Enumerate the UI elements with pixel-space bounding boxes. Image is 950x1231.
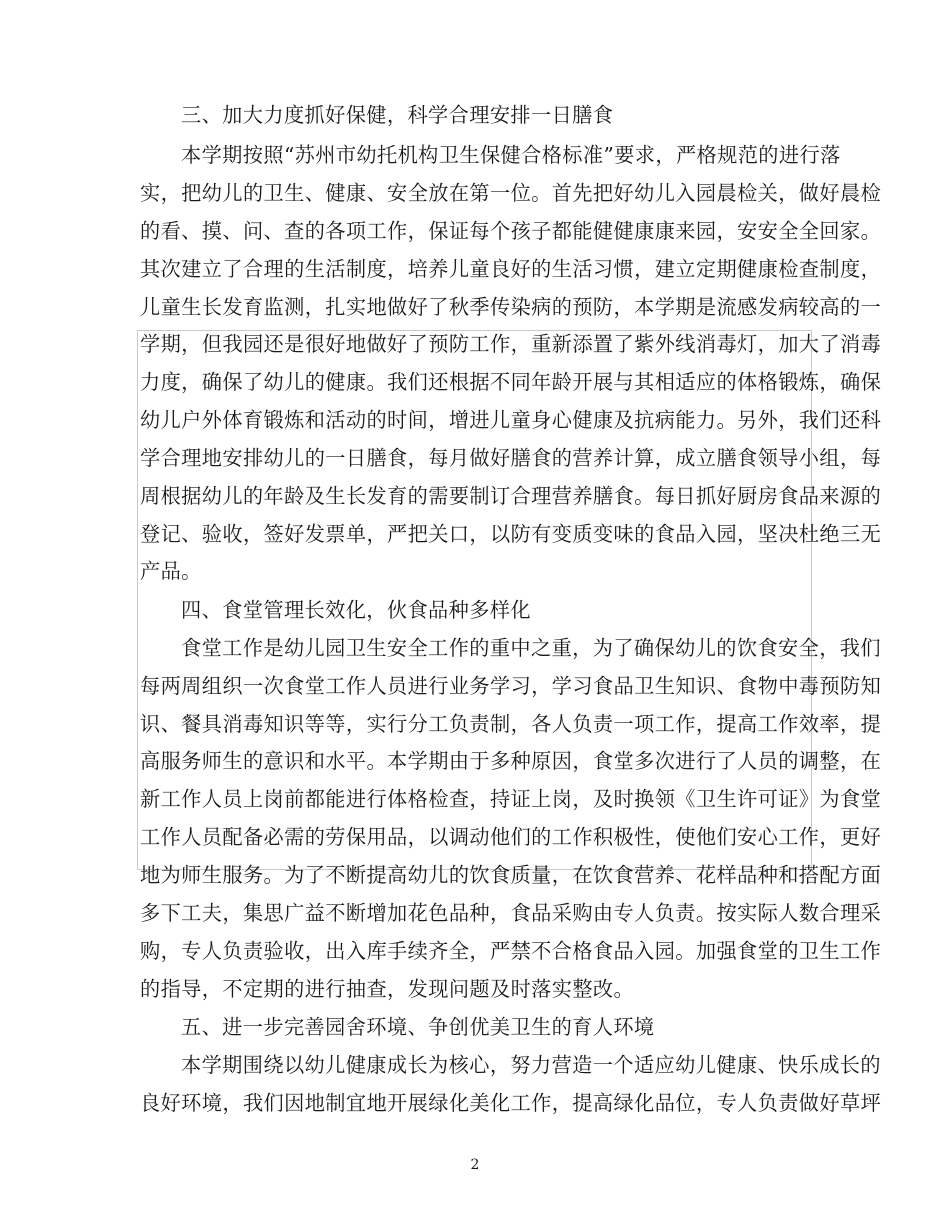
paragraph-line: 幼儿户外体育锻炼和活动的时间，增进儿童身心健康及抗病能力。另外，我们还科 (140, 408, 882, 432)
paragraph-line: 其次建立了合理的生活制度，培养儿童良好的生活习惯，建立定期健康检查制度， (140, 257, 882, 281)
paragraph-line: 每两周组织一次食堂工作人员进行业务学习，学习食品卫生知识、食物中毒预防知 (140, 674, 882, 698)
heading-section-5: 五、进一步完善园舍环境、争创优美卫生的育人环境 (181, 1015, 655, 1039)
paragraph-line: 的看、摸、问、查的各项工作，保证每个孩子都能健健康康来园，安安全全回家。 (140, 219, 882, 243)
paragraph-line: 本学期按照“苏州市幼托机构卫生保健合格标准”要求，严格规范的进行落 (181, 143, 841, 167)
paragraph-line: 识、餐具消毒知识等等，实行分工负责制，各人负责一项工作，提高工作效率，提 (140, 712, 882, 736)
paragraph-line: 力度，确保了幼儿的健康。我们还根据不同年龄开展与其相适应的体格锻炼，确保 (140, 370, 882, 394)
paragraph-line: 学合理地安排幼儿的一日膳食，每月做好膳食的营养计算，成立膳食领导小组，每 (140, 446, 882, 470)
paragraph-line: 登记、验收，签好发票单，严把关口，以防有变质变味的食品入园，坚决杜绝三无 (140, 522, 882, 546)
page-number: 2 (470, 1157, 480, 1173)
paragraph-line: 地为师生服务。为了不断提高幼儿的饮食质量，在饮食营养、花样品种和搭配方面 (140, 863, 882, 887)
paragraph-line: 食堂工作是幼儿园卫生安全工作的重中之重，为了确保幼儿的饮食安全，我们 (181, 636, 881, 660)
paragraph-line: 本学期围绕以幼儿健康成长为核心，努力营造一个适应幼儿健康、快乐成长的 (181, 1053, 881, 1077)
paragraph-line: 新工作人员上岗前都能进行体格检查，持证上岗，及时换领《卫生许可证》为食堂 (140, 787, 882, 811)
paragraph-line: 多下工夫，集思广益不断增加花色品种，食品采购由专人负责。按实际人数合理采 (140, 901, 882, 925)
paragraph-line: 儿童生长发育监测，扎实地做好了秋季传染病的预防，本学期是流感发病较高的一 (140, 295, 882, 319)
paragraph-line: 工作人员配备必需的劳保用品，以调动他们的工作积极性，使他们安心工作，更好 (140, 825, 882, 849)
paragraph-line: 的指导，不定期的进行抽查，发现问题及时落实整改。 (140, 977, 635, 1001)
heading-section-4: 四、食堂管理长效化，伙食品种多样化 (181, 598, 531, 622)
paragraph-line: 学期，但我园还是很好地做好了预防工作，重新添置了紫外线消毒灯，加大了消毒 (140, 332, 882, 356)
heading-section-3: 三、加大力度抓好保健，科学合理安排一日膳食 (181, 103, 614, 127)
paragraph-line: 购，专人负责验收，出入库手续齐全，严禁不合格食品入园。加强食堂的卫生工作 (140, 939, 882, 963)
paragraph-line: 实，把幼儿的卫生、健康、安全放在第一位。首先把好幼儿入园晨检关，做好晨检 (140, 181, 882, 205)
paragraph-line: 高服务师生的意识和水平。本学期由于多种原因，食堂多次进行了人员的调整，在 (140, 749, 882, 773)
paragraph-line: 周根据幼儿的年龄及生长发育的需要制订合理营养膳食。每日抓好厨房食品来源的 (140, 484, 882, 508)
paragraph-line: 良好环境，我们因地制宜地开展绿化美化工作，提高绿化品位，专人负责做好草坪 (140, 1091, 882, 1115)
paragraph-line: 产品。 (140, 559, 202, 583)
